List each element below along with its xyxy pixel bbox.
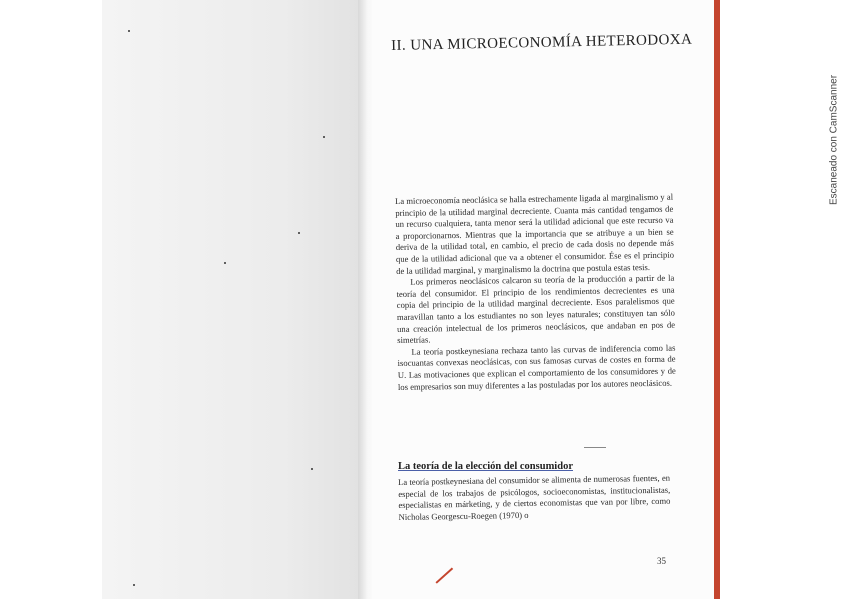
- body-text: [395, 192, 676, 393]
- scan-speck: [133, 584, 135, 586]
- scan-speck: [298, 232, 300, 234]
- paragraph: Los primeros neoclásicos calcaron su teoría de la producción a partir de la teoría del consumidor. El principio de los rendimientos decrecientes es una copia del principio de la utilidad marginal decreciente. Esos paralelismos que maravillan tanto a los estudiantes no son leyes naturales; constituyen tan sólo una creación intelectual de los primeros neoclásicos, que andaban en pos de simetrías.: [396, 272, 676, 346]
- scan-speck: [128, 30, 130, 32]
- scan-speck: [323, 136, 325, 138]
- divider: [584, 447, 606, 448]
- left-page: [102, 0, 360, 599]
- chapter-title: II. UNA MICROECONOMÍA HETERODOXA: [391, 31, 693, 54]
- section-heading: La teoría de la elección del consumidor: [398, 461, 573, 472]
- scanner-watermark: Escaneado con CamScanner: [828, 74, 840, 206]
- paragraph: La teoría postkeynesiana rechaza tanto las curvas de indiferencia como las isocuantas convexas neoclásicas, con sus famosas curvas de costes en forma de U. Las motivaciones que explican el comportamiento de los consumidores y de los empresarios son muy diferentes a las postuladas por los autores neoclásicos.: [397, 342, 676, 392]
- scan-speck: [311, 468, 313, 470]
- page-number: 35: [657, 556, 666, 566]
- section-text: La teoría postkeynesiana del consumidor se alimenta de numerosas fuentes, en especial de los trabajos de psicólogos, socioeconomistas, institucionalistas, especialistas en márketing, y de ciertos economistas que van por libre, como Nicholas Georgescu-Roegen (1970) o: [398, 472, 671, 522]
- scan-speck: [224, 262, 226, 264]
- paragraph: La microeconomía neoclásica se halla estrechamente ligada al marginalismo y al principio de la utilidad marginal decreciente. Cuanta más cantidad tengamos de un recurso cualquiera, tanta menor será la utilidad adicional que este recurso va a proporcionarnos. Mientras que la importancia que se atribuye a un bien se deriva de la utilidad total, en cambio, el precio de cada dosis no depende más que de la utilidad adicional que va a obtener el consumidor. Ése es el principio de la utilidad marginal, y marginalismo la doctrina que postula estas tesis.: [395, 191, 675, 276]
- page-edge: [714, 0, 720, 599]
